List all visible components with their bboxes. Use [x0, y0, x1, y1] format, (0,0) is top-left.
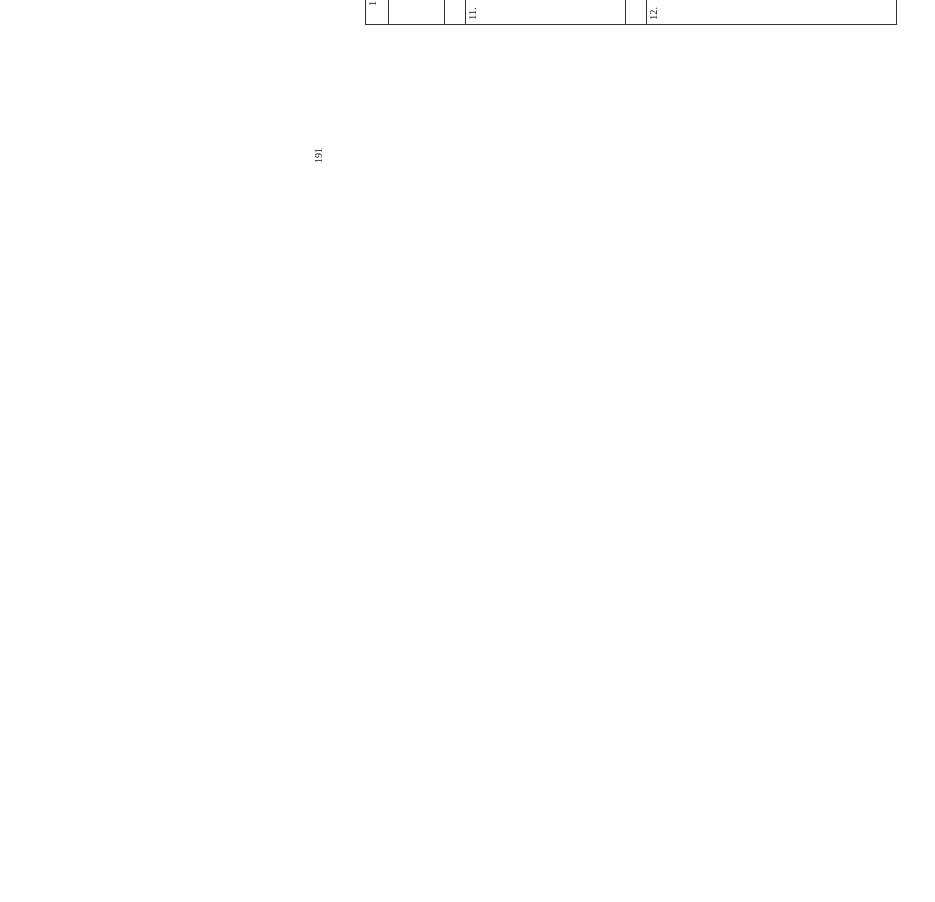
section-title-neurosurgery	[626, 0, 647, 25]
section-row	[445, 0, 466, 25]
table-row	[466, 0, 626, 25]
section-row	[626, 0, 647, 25]
rotated-page	[365, 0, 935, 25]
cell-empty	[389, 0, 445, 25]
row-number: 11.	[466, 0, 626, 25]
continuation-row	[389, 0, 445, 25]
row-number: 12.	[647, 0, 897, 25]
page-number: 191	[314, 148, 325, 163]
header-row	[366, 0, 389, 25]
table-row	[647, 0, 897, 25]
header-col-1: 1	[366, 0, 389, 25]
medical-care-table	[365, 0, 897, 25]
section-title-neurology	[445, 0, 466, 25]
